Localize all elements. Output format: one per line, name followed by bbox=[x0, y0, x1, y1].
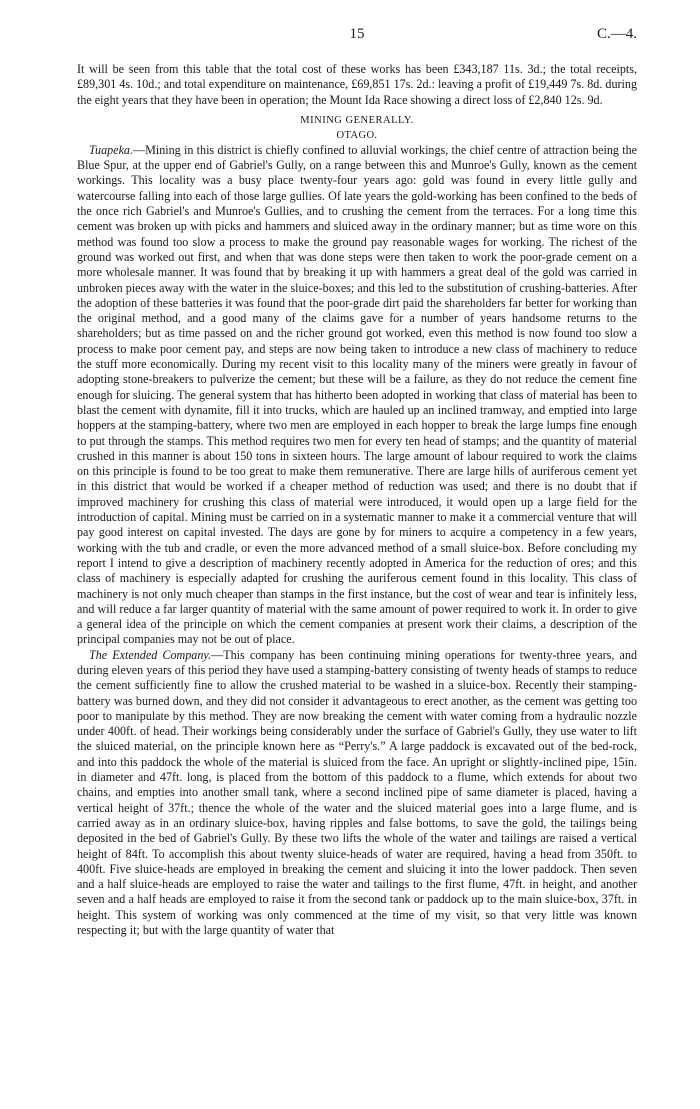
region-heading: OTAGO. bbox=[336, 129, 378, 141]
tuapeka-title: Tuapeka. bbox=[89, 142, 134, 157]
page-body bbox=[77, 62, 637, 938]
page-header bbox=[77, 26, 637, 46]
extended-company-paragraph bbox=[77, 648, 637, 939]
extended-company-text: —This company has been continuing mining operations for twenty-three years, and during eleven years of this period they have used a stamping-battery consisting of twenty heads of stamps to reduce the cement sufficiently fine to allow the crushed material to be washed in a sluice-box. Recently their stamping-battery was burned down, and they did not consider it advantageous to erect another, as the cement was getting too poor to manipulate by this method. They are now breaking the cement with water coming from a hydraulic nozzle under 400ft. of head. Their workings being considerably under the surface of Gabriel's Gully, they use water to lift the sluiced material, on the principle known here as “Perry's.” A large paddock is excavated out of the bed-rock, and into this paddock the whole of the material is sluiced from the face. An upright or slightly-inclined pipe, 15in. in diameter and 47ft. long, is placed from the bottom of this paddock to a flume, which extends for about two chains, and empties into another small tank, where a second inclined pipe of same diameter is placed, having a vertical height of 37ft.; thence the whole of the water and the sluiced material goes into a large flume, and is carried away as in an ordinary sluice-box, having ripples and false bottoms, to save the gold, the tailings being deposited in the bed of Gabriel's Gully. By these two lifts the whole of the water and tailings are raised a vertical height of 84ft. To accomplish this about twenty sluice-heads of water are required, having a head from 350ft. to 400ft. Five sluice-heads are employed in breaking the cement and sluicing it into the lower paddock. Then seven and a half sluice-heads are employed to raise the water and tailings to the first flume, 47ft. in height, and another seven and a half heads are employed to raise it from the second tank or paddock up to the main sluice-box, 37ft. in height. This system of working was only commenced at the time of my visit, so that very little was known respecting it; but with the large quantity of water that bbox=[77, 647, 637, 938]
extended-company-title: The Extended Company. bbox=[89, 647, 212, 662]
intro-paragraph: It will be seen from this table that the total cost of these works has been £343,187 11s. 3d.; the total receipts, £89,301 4s. 10d.; and total expenditure on maintenance, £69,851 17s. 2d.: leaving a profit of £19,449 7s. 8d. during the eight years that they have been in operation; the Mount Ida Race showing a direct loss of £2,840 12s. 9d. bbox=[77, 62, 637, 107]
page-number: 15 bbox=[349, 26, 365, 42]
section-heading: MINING GENERALLY. bbox=[300, 114, 414, 126]
tuapeka-text: —Mining in this district is chiefly confined to alluvial workings, the chief centre of attraction being the Blue Spur, at the upper end of Gabriel's Gully, on a range between this and Munroe's Gully, known as the cement workings. This locality was a busy place twenty-four years ago: gold was found in every little gully and watercourse falling into each of those large gullies. Of late years the gold-working has been confined to the beds of the once rich Gabriel's and Munroe's Gullies, and to crushing the cement from the terraces. For a long time this cement was broken up with picks and hammers and sluiced away in the ordinary manner; but as time wore on this method was found too slow a process to make the ground pay reasonable wages for working. The richest of the ground was worked out first, and when that was done steps were then taken to work the poor-grade cement on a more wholesale manner. It was found that by breaking it up with hammers a great deal of the gold was carried in unbroken pieces away with the water in the sluice-boxes; and this led to the substitution of crushing-batteries. After the adoption of these batteries it was found that the poor-grade dirt paid the shareholders far better for working than the original method, and a good many of the claims gave for a number of years handsome returns to the shareholders; but as time passed on and the richer ground got worked, even this method is now found too slow a process to make poor cement pay, and steps are now being taken to introduce a new class of machinery to reduce the stuff more economically. During my recent visit to this locality many of the miners were greatly in favour of adopting stone-breakers to pulverize the cement; but these will be a failure, as they do not reduce the cement fine enough for sluicing. The general system that has hitherto been adopted in working that class of material has been to blast the cement with dynamite, fill it into trucks, which are hauled up an inclined tramway, and emptied into large hoppers at the stamping-battery, where two men are employed in each hopper to break the large lumps fine enough to put through the stamps. This method requires two men for every ten head of stamps; and the quantity of material crushed in this manner is about 150 tons in sixteen hours. The large amount of labour required to work the claims on this principle is found to be too great to make them remunerative. There are large hills of auriferous cement yet in this district that would be worked if a cheaper method of reduction was used; and there is no doubt that if improved machinery for crushing this class of material were introduced, it would open up a large field for the introduction of capital. Mining must be carried on in a systematic manner to make it a commercial venture that will pay good interest on capital invested. The days are gone by for miners to acquire a competency in a few years, working with the tub and cradle, or even the more advanced method of a small sluice-box. Before concluding my report I intend to give a description of machinery recently adopted in America for the reduction of ores; and this class of machinery is especially adapted for crushing the auriferous cement found in this locality. This class of machinery is not only much cheaper than stamps in the first instance, but the cost of wear and tear is infinitely less, and will reduce a far larger quantity of material with the same amount of power required to work it. In order to give a general idea of the principle on which the cement companies at present work their claims, a description of the principal companies may not be out of place. bbox=[77, 142, 637, 647]
session-reference: C.—4. bbox=[596, 26, 637, 42]
tuapeka-paragraph bbox=[77, 143, 637, 648]
